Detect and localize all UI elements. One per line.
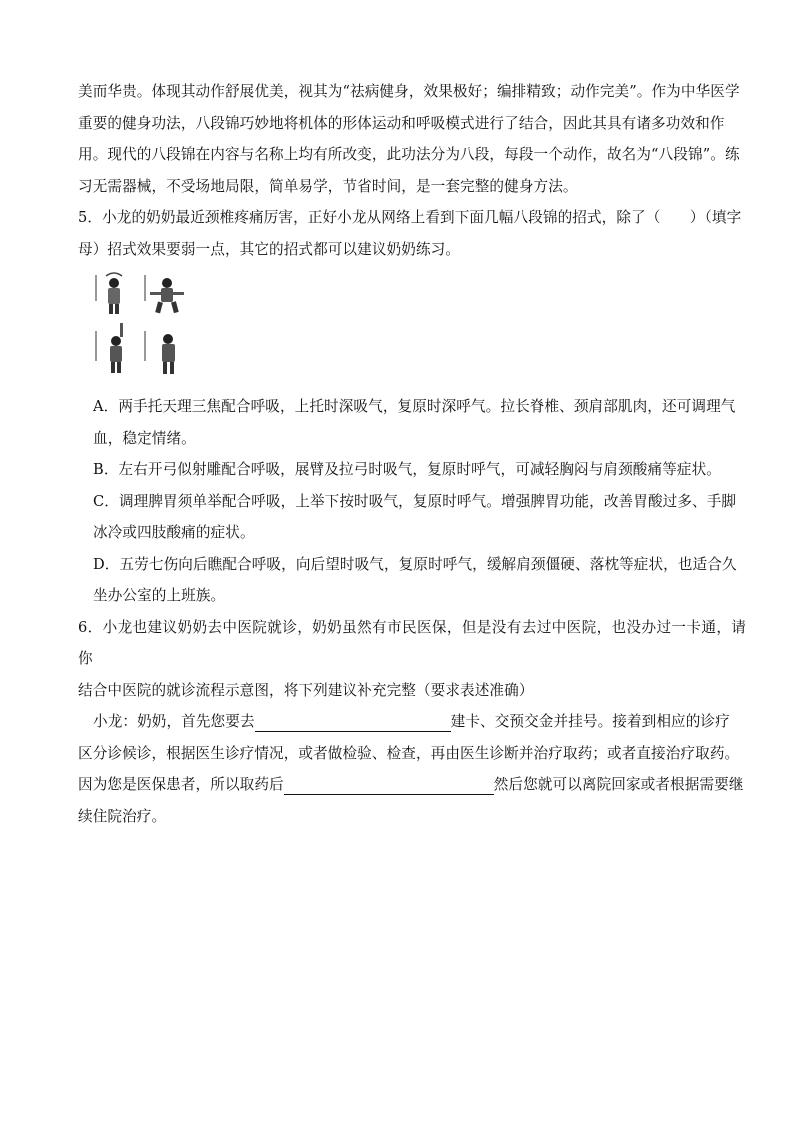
q5-option-c-line-1: C．调理脾胃须单举配合呼吸，上举下按时吸气，复原时呼气。增强脾胃功能，改善胃酸过多、手脚 [93, 492, 737, 510]
q6-stem-line-2: 结合中医院的就诊流程示意图，将下列建议补充完整（要求表述准确） [78, 681, 534, 699]
figure-panel-1 [95, 273, 122, 314]
q5-option-d-line-2: 坐办公室的上班族。 [93, 587, 226, 604]
q5-option-a-line-2: 血，稳定情绪。 [93, 429, 196, 447]
passage-line-4: 习无需器械，不受场地局限，简单易学，节省时间，是一套完整的健身方法。 [78, 177, 578, 195]
q6-answer-line-2: 区分诊候诊，根据医生诊疗情况，或者做检验、检查，再由医生诊断并治疗取药；或者直接治疗取药。 [78, 744, 740, 762]
q5-option-b: B．左右开弓似射雕配合呼吸，展臂及拉弓时吸气，复原时呼气，可减轻胸闷与肩颈酸痛等症状。 [93, 461, 721, 478]
q6-answer-part-1: 小龙：奶奶，首先您要去 [93, 713, 255, 730]
q6-answer-part-2: 建卡、交预交金并挂号。接着到相应的诊疗 [450, 713, 730, 730]
question-6 [78, 612, 746, 833]
figure-panel-4 [144, 331, 175, 374]
q6-answer-part-3: 因为您是医保患者，所以取药后 [78, 776, 284, 793]
q5-stem-line-1: 5．小龙的奶奶最近颈椎疼痛厉害，正好小龙从网络上看到下面几幅八段锦的招式，除了（ ）（填字 [78, 209, 742, 226]
baduanjin-figures-icon [92, 271, 192, 383]
q6-answer-line-3 [78, 769, 746, 801]
figure-panel-2 [144, 275, 184, 313]
q5-option-a-line-1: A．两手托天理三焦配合呼吸，上托时深吸气，复原时深呼气。拉长脊椎、颈肩部肌肉，还可调理气 [93, 398, 736, 415]
passage-line-2: 重要的健身功法，八段锦巧妙地将机体的形体运动和呼吸模式进行了结合，因此其具有诸多功效和作 [78, 114, 725, 132]
question-5 [78, 202, 746, 612]
q6-answer-line-4: 续住院治疗。 [78, 807, 167, 825]
document-page [78, 76, 746, 832]
passage-line-1: 美而华贵。体现其动作舒展优美，视其为“祛病健身，效果极好；编排精致；动作完美”。作为中华医学 [78, 83, 740, 100]
baduanjin-figures-image [92, 271, 192, 383]
q5-stem-line-2: 母）招式效果要弱一点，其它的招式都可以建议奶奶练习。 [78, 240, 461, 258]
q6-answer-line-1 [78, 706, 746, 738]
passage [78, 76, 746, 202]
q5-option-d-line-1: D．五劳七伤向后瞧配合呼吸，向后望时吸气，复原时呼气，缓解肩颈僵硬、落枕等症状，也适合久 [93, 555, 737, 573]
q6-answer-blank-1[interactable] [255, 711, 451, 732]
q6-answer-blank-2[interactable] [284, 774, 494, 795]
figure-panel-3 [95, 323, 123, 373]
q5-option-c-line-2: 冰冷或四肢酸痛的症状。 [93, 524, 255, 541]
passage-line-3: 用。现代的八段锦在内容与名称上均有所改变，此功法分为八段，每段一个动作，故名为“八段锦”。练 [78, 146, 740, 163]
q6-stem-line-1: 6．小龙也建议奶奶去中医院就诊，奶奶虽然有市民医保，但是没有去过中医院，也没办过一卡通，请你 [78, 618, 746, 667]
q6-answer-part-4: 然后您就可以离院回家或者根据需要继 [493, 776, 744, 793]
